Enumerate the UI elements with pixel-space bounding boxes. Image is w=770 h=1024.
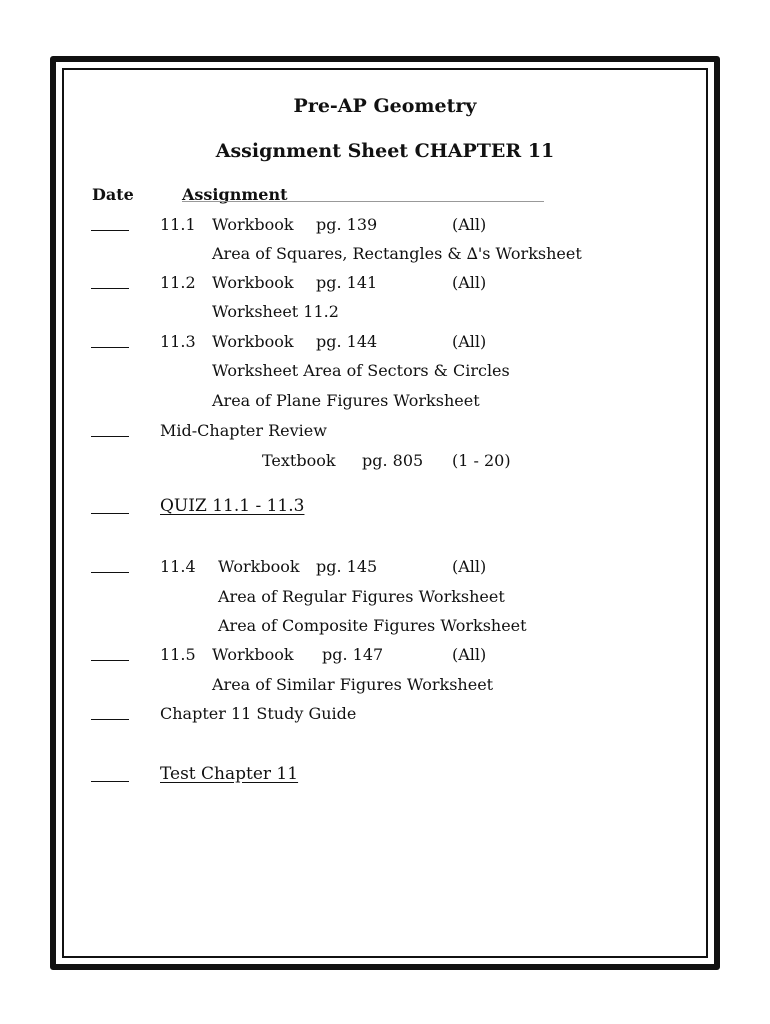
page-subtitle: Assignment Sheet CHAPTER 11	[215, 140, 555, 162]
section-number: 11.4	[160, 557, 196, 576]
textbook-label: Textbook	[262, 451, 336, 470]
worksheet-item: Area of Squares, Rectangles & ∆'s Worksheet	[212, 244, 582, 263]
problem-range: (All)	[452, 557, 487, 576]
date-blank[interactable]	[91, 436, 129, 437]
worksheet-item: Area of Regular Figures Worksheet	[218, 587, 505, 606]
worksheet-item: Area of Similar Figures Worksheet	[212, 675, 494, 694]
assignment-column-header: Assignment	[182, 185, 288, 204]
study-guide-label: Chapter 11 Study Guide	[160, 704, 357, 723]
page-reference: pg. 139	[316, 215, 378, 234]
date-blank[interactable]	[91, 347, 129, 348]
worksheet-item: Worksheet Area of Sectors & Circles	[212, 361, 510, 380]
problem-range: (All)	[452, 645, 487, 664]
workbook-label: Workbook	[218, 557, 300, 576]
date-blank[interactable]	[91, 288, 129, 289]
page-reference: pg. 147	[322, 645, 384, 664]
page-reference: pg. 805	[362, 451, 424, 470]
section-number: 11.3	[160, 332, 196, 351]
chapter-test-label: Test Chapter 11	[160, 764, 299, 784]
page-reference: pg. 144	[316, 332, 378, 351]
worksheet-item: Area of Composite Figures Worksheet	[218, 616, 527, 635]
date-blank[interactable]	[91, 719, 129, 720]
workbook-label: Workbook	[212, 645, 294, 664]
quiz-label: QUIZ 11.1 - 11.3	[160, 496, 305, 516]
date-blank[interactable]	[91, 230, 129, 231]
date-blank[interactable]	[91, 660, 129, 661]
section-number: 11.2	[160, 273, 196, 292]
section-number: 11.1	[160, 215, 196, 234]
date-blank[interactable]	[91, 781, 129, 782]
mid-chapter-review-label: Mid-Chapter Review	[160, 421, 327, 440]
problem-range: (All)	[452, 273, 487, 292]
problem-range: (All)	[452, 332, 487, 351]
workbook-label: Workbook	[212, 273, 294, 292]
workbook-label: Workbook	[212, 332, 294, 351]
worksheet-item: Worksheet 11.2	[212, 302, 339, 321]
date-blank[interactable]	[91, 513, 129, 514]
header-underline	[182, 201, 544, 202]
workbook-label: Workbook	[212, 215, 294, 234]
date-blank[interactable]	[91, 572, 129, 573]
page-title: Pre-AP Geometry	[293, 95, 477, 117]
date-column-header: Date	[92, 185, 134, 204]
page-reference: pg. 141	[316, 273, 378, 292]
worksheet-item: Area of Plane Figures Worksheet	[212, 391, 480, 410]
problem-range: (All)	[452, 215, 487, 234]
problem-range: (1 - 20)	[452, 451, 511, 470]
page-reference: pg. 145	[316, 557, 378, 576]
section-number: 11.5	[160, 645, 196, 664]
